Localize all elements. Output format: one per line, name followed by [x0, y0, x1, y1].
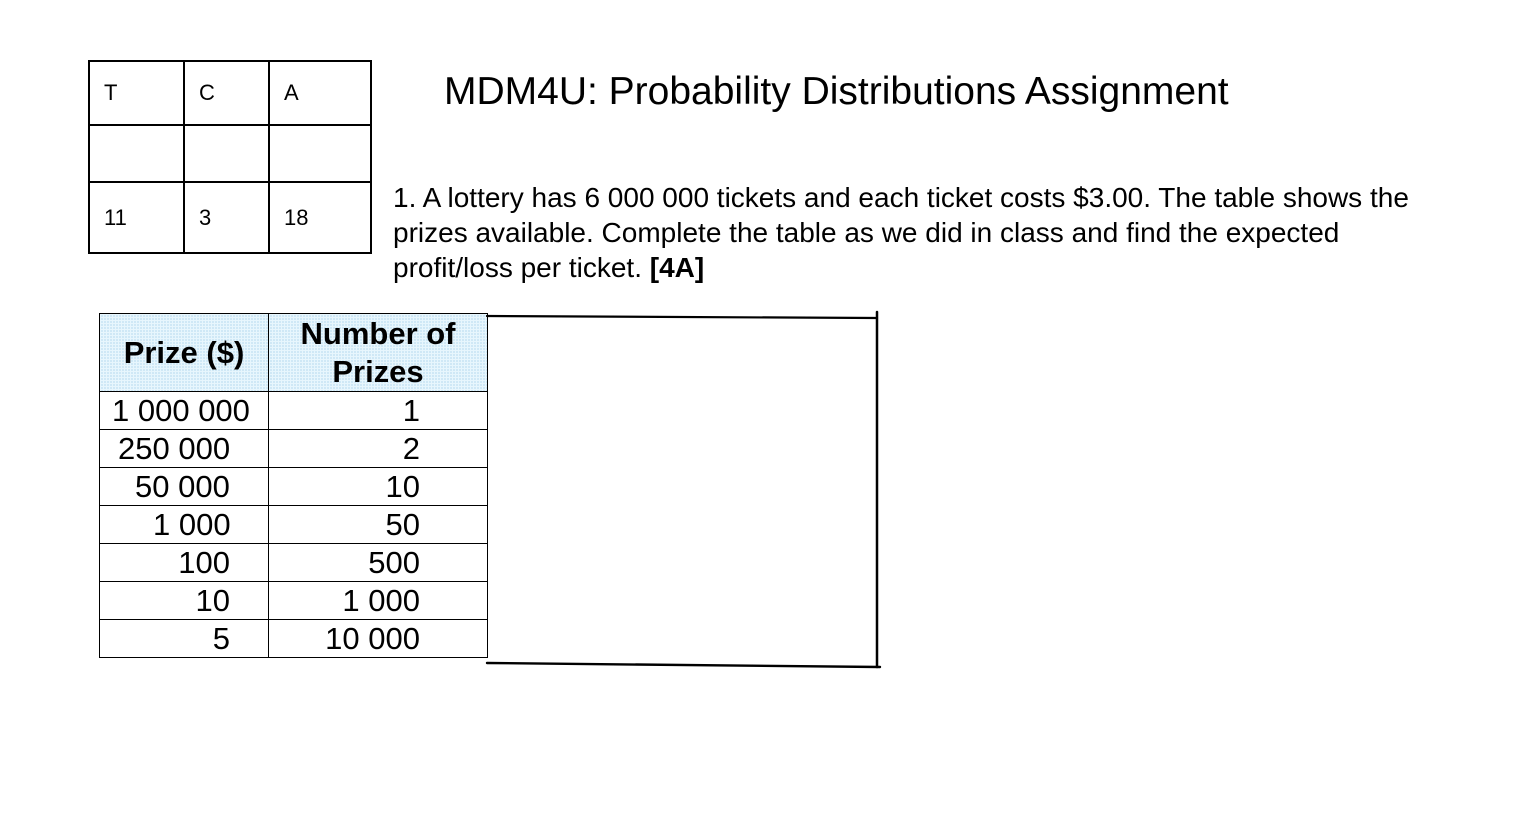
count-cell: 1 — [269, 392, 488, 430]
count-cell: 10 — [269, 468, 488, 506]
header-a: A — [269, 61, 371, 125]
prize-table — [99, 313, 488, 658]
score-c-cell[interactable] — [184, 125, 269, 182]
count-cell: 1 000 — [269, 582, 488, 620]
score-t-cell[interactable] — [89, 125, 184, 182]
prize-cell: 50 000 — [100, 468, 269, 506]
total-a: 18 — [269, 182, 371, 253]
count-cell: 2 — [269, 430, 488, 468]
table-row — [100, 468, 488, 506]
total-t: 11 — [89, 182, 184, 253]
count-cell: 500 — [269, 544, 488, 582]
number-column-header — [269, 314, 488, 392]
table-row — [100, 582, 488, 620]
prize-cell: 10 — [100, 582, 269, 620]
question-text: 1. A lottery has 6 000 000 tickets and each ticket costs $3.00. The table shows the prizes available. Complete the table as we did in class and find the expected profit/loss per ticket. — [393, 182, 1409, 283]
prize-column-header: Prize ($) — [100, 314, 269, 392]
table-row — [100, 430, 488, 468]
question-1 — [393, 180, 1453, 285]
header-t: T — [89, 61, 184, 125]
page-title: MDM4U: Probability Distributions Assignment — [444, 70, 1229, 113]
prize-cell: 1 000 — [100, 506, 269, 544]
table-row — [100, 392, 488, 430]
prize-cell: 100 — [100, 544, 269, 582]
number-header-line2: Prizes — [332, 353, 424, 389]
mark-breakdown-table — [88, 60, 372, 254]
prize-cell: 5 — [100, 620, 269, 658]
count-cell: 10 000 — [269, 620, 488, 658]
total-c: 3 — [184, 182, 269, 253]
table-row — [100, 506, 488, 544]
question-marks: [4A] — [649, 252, 705, 283]
prize-cell: 1 000 000 — [100, 392, 269, 430]
prize-cell: 250 000 — [100, 430, 269, 468]
hand-drawn-extension-box — [485, 310, 885, 672]
table-row — [100, 544, 488, 582]
table-row — [100, 620, 488, 658]
count-cell: 50 — [269, 506, 488, 544]
number-header-line1: Number of — [300, 315, 456, 351]
header-c: C — [184, 61, 269, 125]
score-a-cell[interactable] — [269, 125, 371, 182]
